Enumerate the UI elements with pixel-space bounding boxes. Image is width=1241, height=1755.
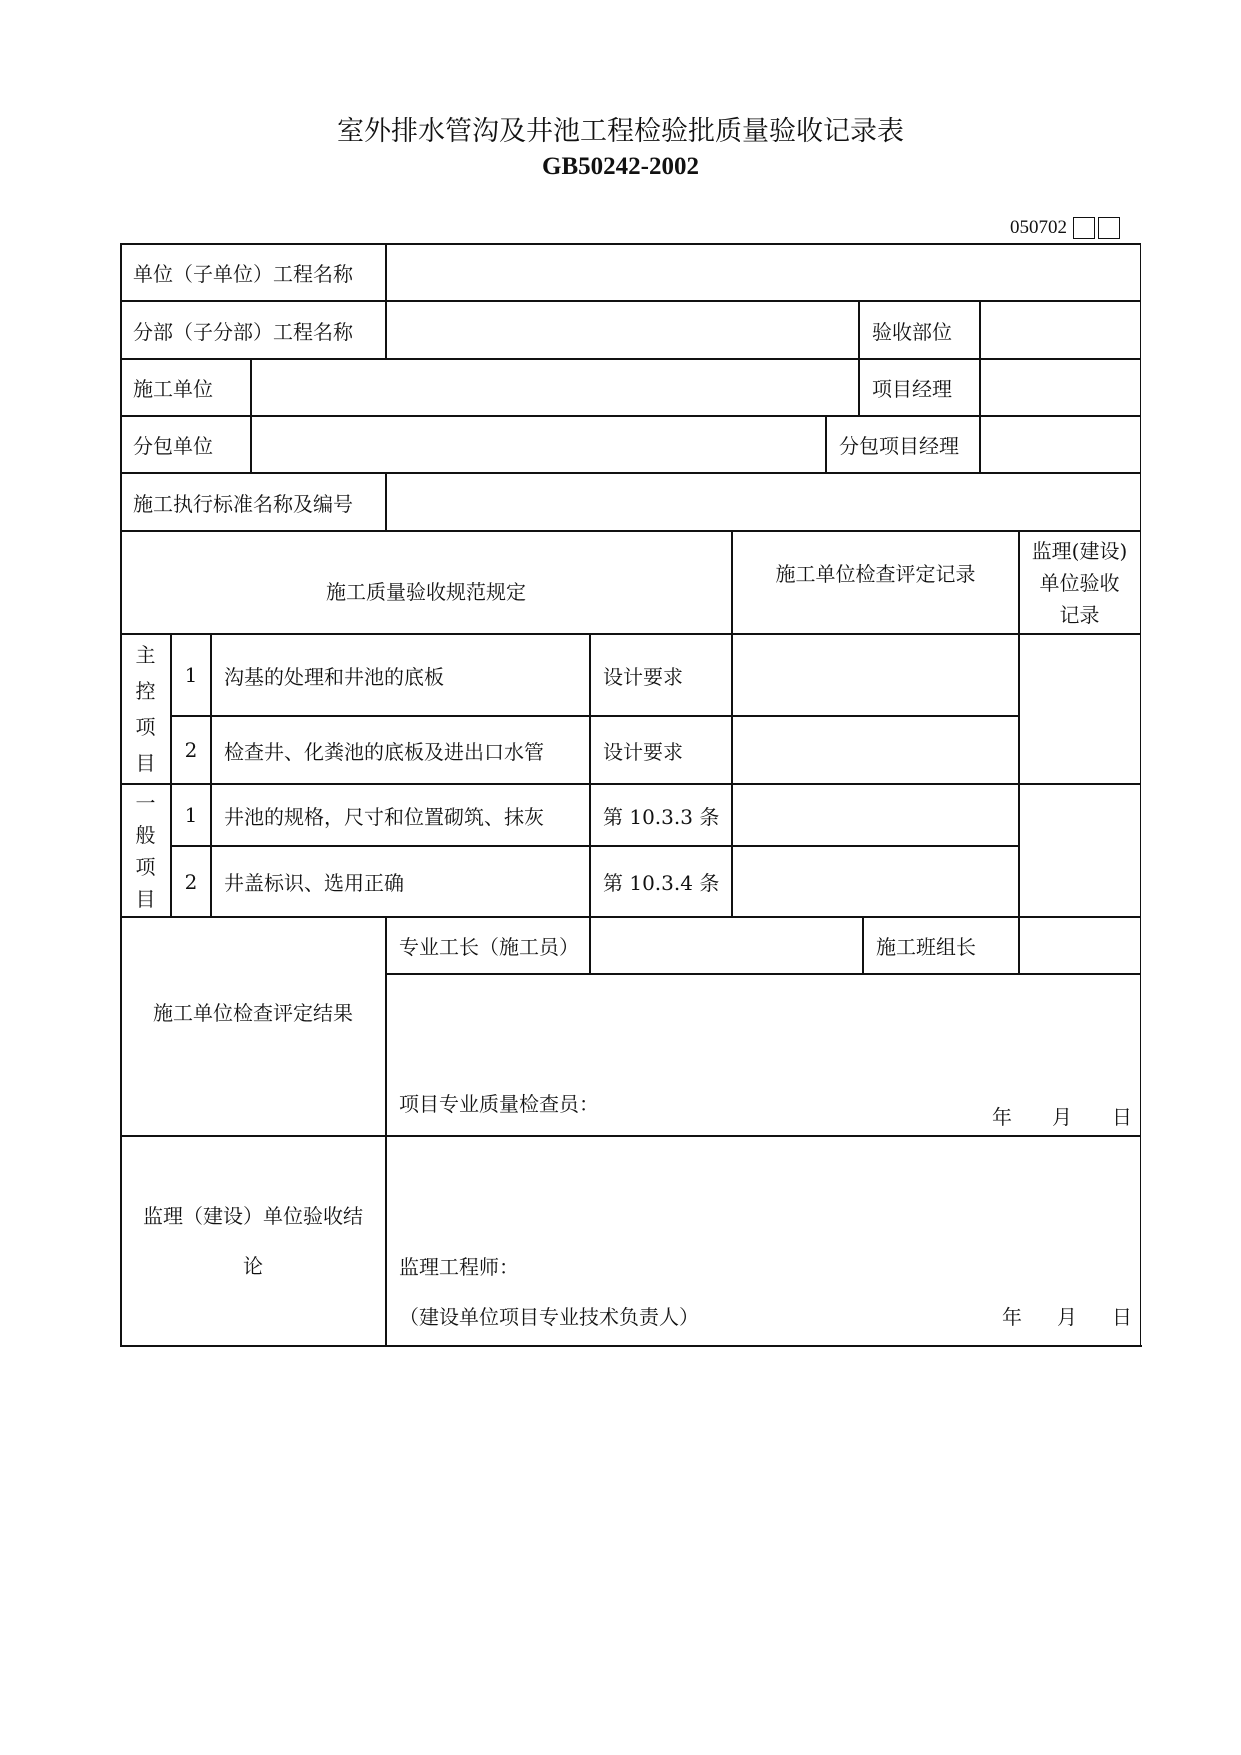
- project-manager-field[interactable]: [981, 360, 1139, 415]
- general-items-char: 目: [135, 886, 156, 911]
- general-items-char: 项: [135, 854, 156, 879]
- main-item-number: 1: [184, 663, 198, 687]
- general-item-check-field[interactable]: [733, 847, 1018, 916]
- foreman-field[interactable]: [591, 918, 862, 973]
- standard-name-label: 施工执行标准名称及编号: [133, 491, 353, 516]
- general-items-supervision-field[interactable]: [1020, 785, 1139, 916]
- subcontract-manager-field[interactable]: [981, 417, 1139, 472]
- supervision-record-header: [1020, 532, 1139, 633]
- main-item-number: 2: [184, 738, 198, 762]
- division-project-name-field[interactable]: [387, 302, 858, 358]
- check-record-header: 施工单位检查评定记录: [775, 562, 976, 586]
- supervision-conclusion-label: [121, 1137, 385, 1345]
- general-item-check-field[interactable]: [733, 785, 1018, 845]
- subcontract-unit-label: 分包单位: [133, 434, 213, 458]
- main-items-char: 项: [135, 715, 156, 739]
- supervision-record-header-line1: 监理(建设): [1031, 538, 1128, 563]
- general-item-requirement: 第 10.3.3 条: [603, 804, 720, 829]
- main-item-check-field[interactable]: [733, 717, 1018, 783]
- supervision-conclusion-line1: 监理（建设）单位验收结: [143, 1204, 363, 1228]
- date-year: 年: [1002, 1304, 1022, 1329]
- engineer-label: 监理工程师：: [399, 1254, 519, 1279]
- construction-result-label: 施工单位检查评定结果: [153, 1001, 353, 1025]
- general-items-group-label: [121, 785, 170, 916]
- project-manager-label: 项目经理: [872, 377, 952, 401]
- main-item-check-field[interactable]: [733, 635, 1018, 715]
- general-item-content: 井池的规格，尺寸和位置砌筑、抹灰: [224, 804, 544, 829]
- main-item-content: 检查井、化粪池的底板及进出口水管: [224, 739, 544, 764]
- date-month: 月: [1052, 1104, 1072, 1129]
- general-item-number: 2: [184, 869, 198, 894]
- general-items-char: 一: [135, 790, 156, 815]
- inspector-label: 项目专业质量检查员：: [399, 1092, 599, 1116]
- subcontract-unit-field[interactable]: [252, 417, 825, 472]
- form-code-box-2[interactable]: [1098, 217, 1120, 239]
- main-items-char: 控: [135, 679, 156, 703]
- main-item-requirement: 设计要求: [603, 739, 683, 764]
- supervision-record-header-line2: 单位验收: [1039, 570, 1120, 595]
- standard-name-field[interactable]: [387, 474, 1139, 530]
- date-month: 月: [1057, 1304, 1077, 1329]
- subcontract-manager-label: 分包项目经理: [839, 434, 959, 458]
- form-code: [1010, 214, 1120, 242]
- date-day: 日: [1112, 1304, 1132, 1329]
- acceptance-part-label: 验收部位: [872, 319, 952, 344]
- unit-project-name-label: 单位（子单位）工程名称: [133, 261, 353, 286]
- main-items-char: 目: [135, 751, 156, 775]
- team-leader-field[interactable]: [1020, 918, 1139, 973]
- main-item-content: 沟基的处理和井池的底板: [224, 664, 444, 689]
- acceptance-part-field[interactable]: [981, 302, 1139, 358]
- general-item-number: 1: [184, 803, 198, 827]
- standard-code: GB50242-2002: [542, 153, 699, 180]
- supervision-date: [1002, 1300, 1132, 1330]
- form-code-number: 050702: [1010, 217, 1067, 238]
- main-items-supervision-field[interactable]: [1020, 635, 1139, 783]
- date-day: 日: [1112, 1104, 1132, 1129]
- supervision-record-header-line3: 记录: [1059, 602, 1100, 627]
- team-leader-label: 施工班组长: [876, 935, 976, 959]
- page-title: 室外排水管沟及井池工程检验批质量验收记录表: [337, 116, 904, 147]
- general-item-content: 井盖标识、选用正确: [224, 871, 404, 895]
- spec-header: 施工质量验收规范规定: [326, 580, 526, 604]
- main-items-char: 主: [135, 643, 156, 667]
- owner-label: （建设单位项目专业技术负责人）: [399, 1304, 699, 1329]
- unit-project-name-field[interactable]: [387, 244, 1139, 300]
- division-project-name-label: 分部（子分部）工程名称: [133, 319, 353, 344]
- construction-unit-label: 施工单位: [133, 377, 213, 401]
- foreman-label: 专业工长（施工员）: [399, 935, 579, 959]
- supervision-conclusion-line2: 论: [243, 1254, 263, 1278]
- main-item-requirement: 设计要求: [603, 664, 683, 689]
- construction-unit-field[interactable]: [252, 360, 858, 415]
- inspector-date: [992, 1100, 1132, 1130]
- general-item-requirement: 第 10.3.4 条: [603, 871, 720, 895]
- form-code-box-1[interactable]: [1073, 217, 1095, 239]
- date-year: 年: [992, 1104, 1012, 1129]
- general-items-char: 般: [135, 822, 156, 847]
- main-items-group-label: [121, 635, 170, 783]
